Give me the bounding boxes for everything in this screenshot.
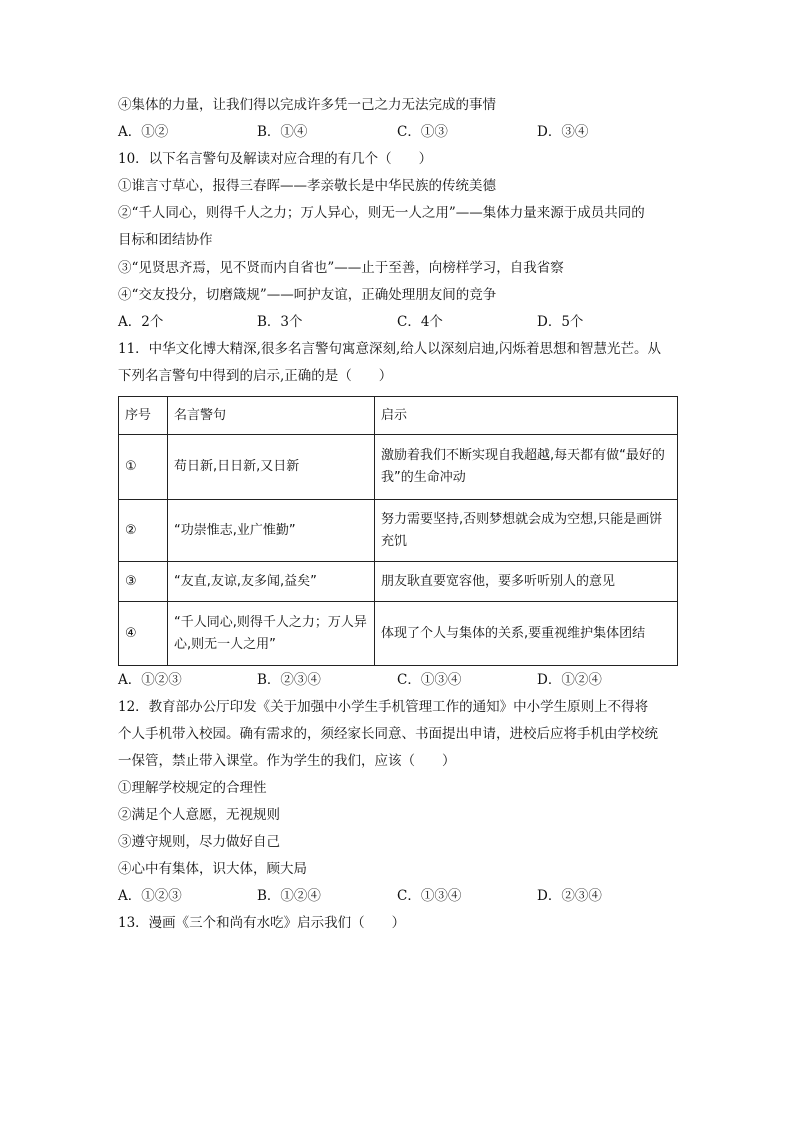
q10-option-b: B．3个 bbox=[257, 314, 303, 330]
q10-item-2: ②“千人同心，则得千人之力；万人异心，则无一人之用”——集体力量来源于成员共同的 bbox=[118, 205, 645, 221]
q9-option-d: D．③④ bbox=[537, 124, 589, 140]
row-index: ① bbox=[119, 435, 168, 500]
row-insight: 激励着我们不断实现自我超越,每天都有做“最好的我”的生命冲动 bbox=[375, 435, 678, 500]
row-insight: 体现了个人与集体的关系,要重视维护集体团结 bbox=[375, 602, 678, 666]
q12-stem-line-1: 12．教育部办公厅印发《关于加强中小学生手机管理工作的通知》中小学生原则上不得将 bbox=[118, 699, 649, 715]
q12-item-1: ①理解学校规定的合理性 bbox=[118, 780, 267, 796]
row-insight: 朋友耿直要宽容他，要多听听别人的意见 bbox=[375, 562, 678, 602]
row-quote: 苟日新,日日新,又日新 bbox=[168, 435, 375, 500]
q11-stem-line-1: 11．中华文化博大精深,很多名言警句寓意深刻,给人以深刻启迪,闪烁着思想和智慧光芒。从 bbox=[118, 341, 662, 357]
q12-item-3: ③遵守规则，尽力做好自己 bbox=[118, 834, 280, 850]
q11-option-a: A．①②③ bbox=[118, 672, 182, 688]
row-index: ④ bbox=[119, 602, 168, 666]
table-row bbox=[119, 602, 678, 666]
q9-options bbox=[118, 122, 678, 142]
header-insight: 启示 bbox=[375, 397, 678, 435]
q12-item-4: ④心中有集体，识大体，顾大局 bbox=[118, 861, 307, 877]
q10-item-4: ④“交友投分，切磨箴规”——呵护友谊，正确处理朋友间的竞争 bbox=[118, 287, 497, 303]
row-quote: “友直,友谅,友多闻,益矣” bbox=[168, 562, 375, 602]
q12-option-d: D．②③④ bbox=[537, 888, 602, 904]
q9-option-c: C．①③ bbox=[397, 124, 448, 140]
q11-stem-line-2: 下列名言警句中得到的启示,正确的是（ ） bbox=[118, 368, 393, 384]
table-row bbox=[119, 500, 678, 562]
header-index: 序号 bbox=[119, 397, 168, 435]
row-insight: 努力需要坚持,否则梦想就会成为空想,只能是画饼充饥 bbox=[375, 500, 678, 562]
q12-options bbox=[118, 886, 678, 906]
q12-option-c: C．①③④ bbox=[397, 888, 462, 904]
q10-item-2-cont: 目标和团结协作 bbox=[118, 232, 213, 248]
q11-table bbox=[118, 396, 678, 666]
q10-option-a: A．2个 bbox=[118, 314, 164, 330]
q11-option-b: B．②③④ bbox=[257, 672, 321, 688]
q12-option-b: B．①②④ bbox=[257, 888, 321, 904]
q10-option-d: D．5个 bbox=[537, 314, 584, 330]
q10-item-1: ①谁言寸草心，报得三春晖——孝亲敬长是中华民族的传统美德 bbox=[118, 178, 496, 194]
q10-item-3: ③“见贤思齐焉，见不贤而内自省也”——止于至善，向榜样学习，自我省察 bbox=[118, 260, 564, 276]
q9-item-4: ④集体的力量，让我们得以完成许多凭一己之力无法完成的事情 bbox=[118, 97, 496, 113]
q10-option-c: C．4个 bbox=[397, 314, 443, 330]
q12-stem-line-3: 一保管，禁止带入课堂。作为学生的我们，应该（ ） bbox=[118, 753, 456, 769]
table-row bbox=[119, 562, 678, 602]
row-index: ② bbox=[119, 500, 168, 562]
row-quote: “千人同心,则得千人之力；万人异心,则无一人之用” bbox=[168, 602, 375, 666]
q10-options bbox=[118, 312, 678, 332]
q12-option-a: A．①②③ bbox=[118, 888, 182, 904]
q9-option-a: A．①② bbox=[118, 124, 169, 140]
q13-stem: 13．漫画《三个和尚有水吃》启示我们（ ） bbox=[118, 915, 406, 931]
row-quote: “功崇惟志,业广惟勤” bbox=[168, 500, 375, 562]
q11-options bbox=[118, 670, 678, 690]
q9-option-b: B．①④ bbox=[257, 124, 308, 140]
q10-stem: 10．以下名言警句及解读对应合理的有几个（ ） bbox=[118, 151, 433, 167]
q11-option-c: C．①③④ bbox=[397, 672, 462, 688]
q11-option-d: D．①②④ bbox=[537, 672, 602, 688]
table-row bbox=[119, 435, 678, 500]
q12-stem-line-2: 个人手机带入校园。确有需求的，须经家长同意、书面提出申请，进校后应将手机由学校统 bbox=[118, 726, 658, 742]
table-header-row bbox=[119, 397, 678, 435]
row-index: ③ bbox=[119, 562, 168, 602]
header-quote: 名言警句 bbox=[168, 397, 375, 435]
q12-item-2: ②满足个人意愿，无视规则 bbox=[118, 807, 280, 823]
